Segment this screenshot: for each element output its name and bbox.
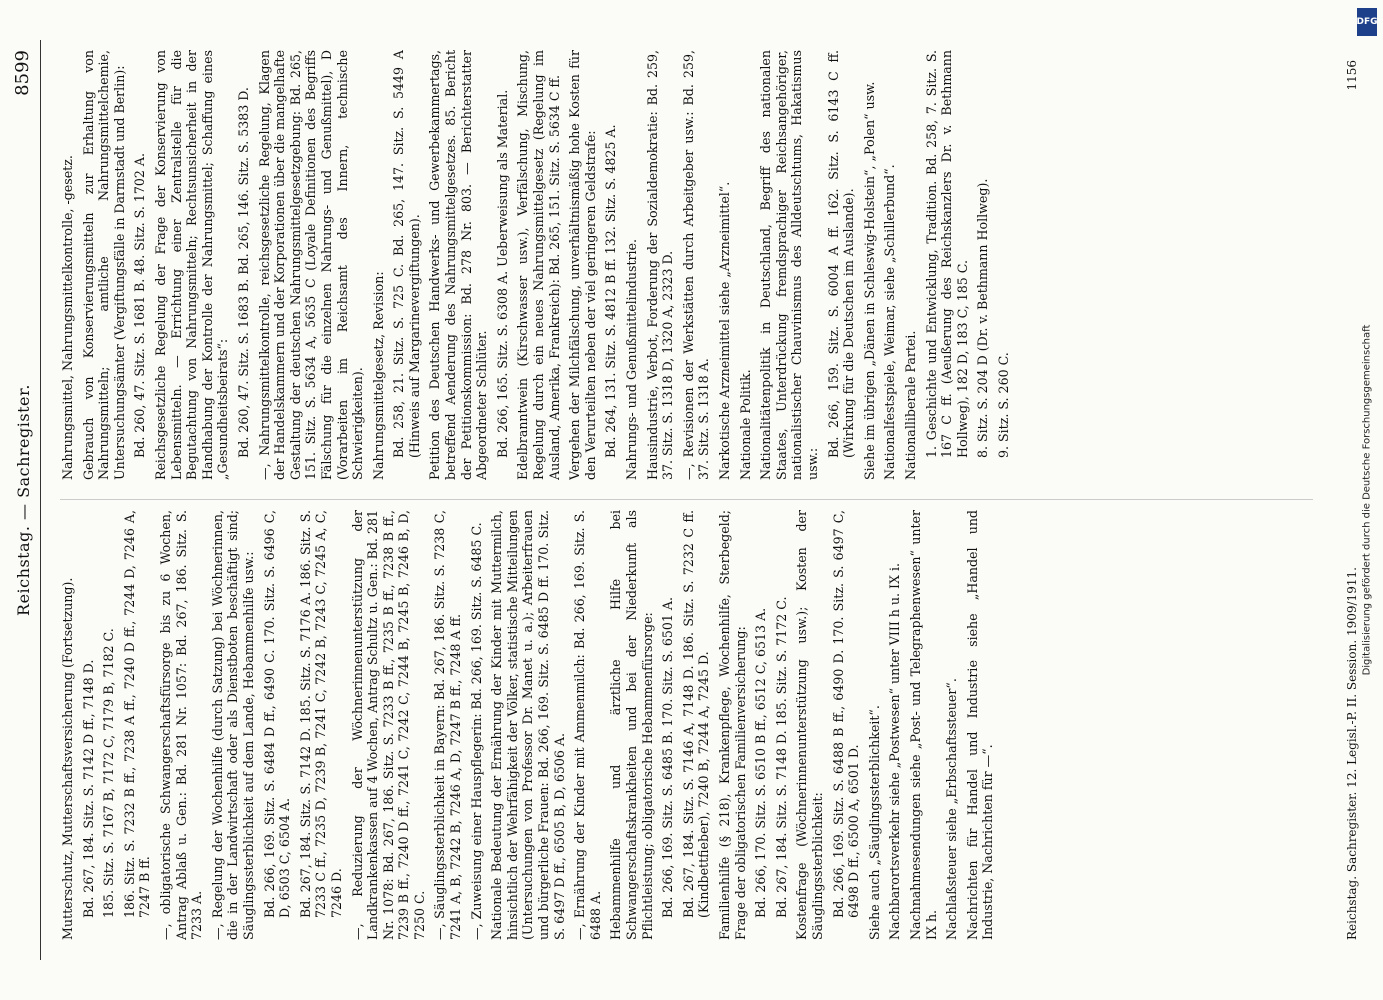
index-entry: Nationalliberale Partei.: [902, 330, 918, 480]
index-entry: 9. Sitz. S. 260 C.: [995, 352, 1011, 458]
index-entry: —, Säuglingssterblichkeit in Bayern: Bd. 267, 186. Sitz. S. 7238 C, 7241 A, B, 7242 B, 7246 A, D, 7247 B ff., 7248 A ff.: [432, 510, 464, 940]
index-entry: Bd. 267, 184. Sitz. S. 7142 D ff., 7148 D.: [80, 659, 96, 918]
index-entry: Gebrauch von Konservierungsmitteln zur Erhaltung von Nahrungsmitteln; amtliche Nahrungsmittelchemie, Untersuchungsämter (Vergiftungsfälle in Darmstadt und Berlin):: [80, 50, 127, 480]
index-entry: Bd. 267, 184. Sitz. S. 7148 D. 185. Sitz. S. 7172 C.: [773, 596, 789, 918]
index-entry: Bd. 266, 169. Sitz. S. 6484 D ff., 6490 C. 170. Sitz. S. 6496 C, D, 6503 C, 6504 A.: [261, 510, 293, 918]
column-divider: [60, 499, 1313, 500]
index-entry: Bd. 260, 47. Sitz. S. 1683 B. Bd. 265, 146. Sitz. S. 5383 D.: [235, 87, 251, 458]
index-entry: Siehe im übrigen „Dänen in Schleswig-Holstein“, „Polen“ usw.: [861, 81, 877, 480]
index-entry: Familienhilfe (§ 218), Krankenpflege, Wochenhilfe, Sterbegeld; Frage der obligatorischen Familienversicherung:: [716, 510, 748, 940]
index-entry: Bd. 258, 21. Sitz. S. 725 C. Bd. 265, 147. Sitz. S. 5449 A (Hinweis auf Margarinevergiftungen).: [391, 50, 422, 458]
index-entry: —, Nahrungsmittelkontrolle, reichsgesetzliche Regelung, Klagen der Handelskammern und der Korporationen über die mangelhafte Gestaltung der deutschen Nahrungsmittelgesetzgebung: Bd. 265, 151. Sitz. S. 5634 A, 5635 C (Loyale Definitionen des Begriffs Fälschung für die einzelnen Nahrungs- und Genußmittel), D (Vorarbeiten im Reichsamt des Innern, technische Schwierigkeiten).: [256, 50, 366, 480]
index-entry: Bd. 267, 184. Sitz. S. 7142 D. 185. Sitz. S. 7176 A. 186. Sitz. S. 7233 C ff., 7235 D, 7239 B, 7241 C, 7242 B, 7243 C, 7245 A, C, 7246 D.: [297, 510, 344, 918]
index-entry: Nahrungsmittelgesetz, Revision:: [370, 271, 386, 480]
index-entry: Nationale Politik.: [737, 369, 753, 480]
dfg-logo: DFG: [1357, 8, 1377, 36]
index-entry: Nahrungsmittel, Nahrungsmittelkontrolle, -gesetz.: [60, 155, 75, 480]
index-entry: Nationalfestspiele, Weimar, siehe „Schillerbund“.: [882, 164, 898, 480]
index-entry: Nationale Bedeutung der Ernährung der Kinder mit Muttermilch, hinsichtlich der Wehrfähigkeit der Völker, statistische Mitteilungen (Untersuchungen von Professor Dr. Manet u. a.); Arbeiterfrauen und bürgerliche Frauen: Bd. 266, 169. Sitz. S. 6485 D ff. 170. Sitz. S. 6497 D ff., 6505 B, D, 6506 A.: [489, 510, 567, 940]
index-entry: —, obligatorische Schwangerschaftsfürsorge bis zu 6 Wochen, Antrag Ablaß u. Gen.: Bd. 281 Nr. 1057: Bd. 267, 186. Sitz. S. 7233 A.: [157, 510, 205, 940]
index-entry: Petition des Deutschen Handwerks- und Gewerbekammertags, betreffend Aenderung des Nahrungsmittelgesetzes. 85. Bericht der Petitionskommission: Bd. 278 Nr. 803. — Berichterstatter Abgeordneter Schlüter.: [427, 50, 490, 480]
page-number: 8599: [12, 50, 33, 96]
index-entry: Nachnahmesendungen siehe „Post- und Telegraphenwesen“ unter IX h.: [907, 510, 939, 940]
index-entry: Hebammenhilfe und ärztliche Hilfe bei Schwangerschaftskrankheiten und bei der Niederkunft als Pflichtleistung; obligatorische Hebammenfürsorge:: [608, 510, 655, 940]
index-entry: —, Zuweisung einer Hauspflegerin: Bd. 266, 169. Sitz. S. 6485 C.: [468, 522, 484, 940]
footer-citation: Reichstag. Sachregister. 12. Legisl.-P. II. Session. 1909/1911.: [1345, 567, 1359, 940]
index-entry: Nachlaßsteuer siehe „Erbschaftssteuer“.: [944, 678, 960, 940]
index-entry: Mutterschutz, Mutterschaftsversicherung (Fortsetzung).: [60, 577, 75, 940]
index-entry: Bd. 266, 159. Sitz. S. 6004 A ff. 162. Sitz. S. 6143 C ff. (Wirkung für die Deutschen im Auslande).: [825, 50, 857, 458]
digitization-credit: [1356, 0, 1378, 1000]
index-entry: Vergehen der Milchfälschung, unverhältnismäßig hohe Kosten für den Verurteilten neben der viel geringeren Geldstrafe:: [567, 50, 598, 480]
index-entry: Nahrungs- und Genußmittelindustrie.: [624, 238, 639, 480]
index-entry: Bd. 267, 184. Sitz. S. 7146 A, 7148 D. 186. Sitz. S. 7232 C ff. (Kindbettfieber), 7240 B, 7244 A, 7245 D.: [680, 510, 712, 918]
index-entry: Bd. 264, 131. Sitz. S. 4812 B ff. 132. Sitz. S. 4825 A.: [603, 124, 619, 458]
running-head: Reichstag. — Sachregister.: [14, 384, 33, 616]
index-entry: —, Revisionen der Werkstätten durch Arbeitgeber usw.: Bd. 259, 37. Sitz. S. 1318 A.: [680, 50, 712, 480]
index-entry: Kostenfrage (Wöchnerinnenunterstützung usw.); Kosten der Säuglingssterblichkeit:: [794, 510, 825, 940]
index-entry: Siehe auch „Säuglingssterblichkeit“.: [866, 705, 882, 940]
index-entry: Bd. 266, 169. Sitz. S. 6485 B. 170. Sitz. S. 6501 A.: [660, 596, 676, 918]
index-entry: Nachbarortsverkehr siehe „Postwesen“ unter VIII h u. IX i.: [887, 562, 903, 940]
index-entry: Bd. 266, 170. Sitz. S. 6510 B ff., 6512 C, 6513 A.: [753, 607, 769, 918]
index-entry: Bd. 266, 165. Sitz. S. 6308 A. Ueberweisung als Material.: [494, 89, 510, 458]
index-entry: 8. Sitz. S. 204 D (Dr. v. Bethmann Hollweg).: [975, 178, 991, 458]
index-entry: Hausindustrie, Verbot, Forderung der Sozialdemokratie: Bd. 259, 37. Sitz. S. 1318 D, 1320 A, 2323 D.: [644, 50, 676, 480]
index-entry: 1. Geschichte und Entwicklung, Tradition. Bd. 258, 7. Sitz. S. 167 C ff. (Aeußerung des Reichskanzlers Dr. v. Bethmann Hollweg), 182 D, 183 C, 185 C.: [923, 50, 970, 458]
index-entry: Nationalitätenpolitik in Deutschland, Begriff des nationalen Staates, Unterdrückung fremdsprachiger Reichsangehöriger, nationalistischer Chauvinismus des Alldeutschtums, Hakatismus usw.:: [758, 50, 820, 480]
page-header: [10, 40, 44, 960]
right-column: [60, 50, 1313, 480]
index-entry: 186. Sitz. S. 7232 B ff., 7238 A ff., 7240 D ff., 7244 D, 7246 A, 7247 B ff.: [121, 510, 153, 918]
index-entry: Edelbranntwein (Kirschwasser usw.), Verfälschung, Mischung, Regelung durch ein neues Nahrungsmittelgesetz (Regelung im Ausland, Amerika, Frankreich): Bd. 265, 151. Sitz. S. 5634 C ff.: [515, 50, 562, 480]
left-column: [60, 510, 1313, 940]
index-entry: —, Reduzierung der Wöchnerinnenunterstützung der Landkrankenkassen auf 4 Wochen, Antrag Schultz u. Gen.: Bd. 281 Nr. 1078: Bd. 267, 186. Sitz. S. 7233 B ff., 7235 B ff., 7238 B ff., 7239 B ff., 7240 D ff., 7241 C, 7242 C, 7244 B, 7245 B, 7246 B, D, 7250 C.: [349, 510, 427, 940]
credit-text: Digitalisierung gefördert durch die Deutsche Forschungsgemeinschaft: [1361, 324, 1373, 676]
index-entry: Nachrichten für Handel und Industrie siehe „Handel und Industrie, Nachrichten für —“.: [964, 510, 996, 940]
index-entry: —, Ernährung der Kinder mit Ammenmilch: Bd. 266, 169. Sitz. S. 6488 A.: [572, 510, 603, 940]
index-entry: Bd. 266, 169. Sitz. S. 6488 B ff., 6490 D. 170. Sitz. S. 6497 C, 6498 D ff., 6500 A, 6501 D.: [830, 510, 862, 918]
index-entry: 185. Sitz. S. 7167 B, 7172 C, 7179 B, 7182 C.: [101, 628, 117, 918]
footer-sheet-number: 1156: [1345, 60, 1359, 91]
index-entry: Reichsgesetzliche Regelung der Frage der Konservierung von Lebensmitteln. — Errichtung einer Zentralstelle für die Begutachtung von Nahrungsmitteln; Rechtsunsicherheit in der Handhabung der Kontrolle der Nahrungsmittel; Schaffung eines „Gesundheitsbeirats“:: [152, 50, 231, 480]
index-entry: Narkotische Arzneimittel siehe „Arzneimittel“.: [716, 181, 732, 480]
header-rule: [40, 40, 41, 960]
index-entry: —, Regelung der Wochenhilfe (durch Satzung) bei Wöchnerinnen, die in der Landwirtschaft oder als Dienstboten beschäftigt sind; Säuglingssterblichkeit auf dem Lande, Hebammenhilfe usw.:: [209, 510, 256, 940]
index-entry: Bd. 260, 47. Sitz. S. 1681 B. 48. Sitz. S. 1702 A.: [132, 153, 148, 458]
